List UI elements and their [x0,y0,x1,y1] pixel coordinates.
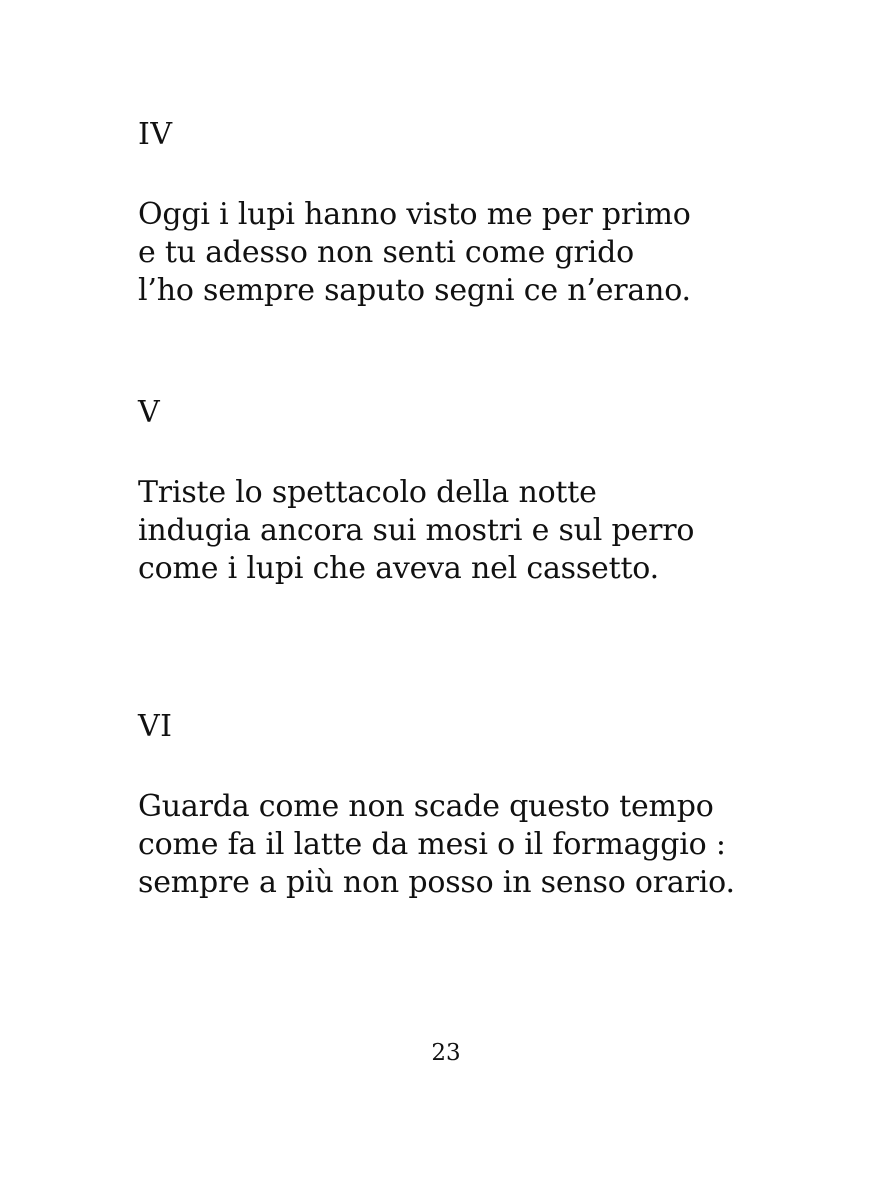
verse-line: come i lupi che aveva nel cassetto. [138,551,659,586]
verse-line: e tu adesso non senti come grido [138,235,634,270]
section-heading-v: V [138,395,161,430]
stanza-v [138,474,694,588]
verse-line: l’ho sempre saputo segni ce n’erano. [138,273,691,308]
stanza-vi [138,788,735,902]
section-heading-vi: VI [138,709,173,744]
stanza-iv [138,196,691,310]
verse-line: Guarda come non scade questo tempo [138,789,714,824]
verse-line: Oggi i lupi hanno visto me per primo [138,197,691,232]
verse-line: come fa il latte da mesi o il formaggio : [138,827,726,862]
verse-line: Triste lo spettacolo della notte [138,475,597,510]
page-number: 23 [431,1040,461,1066]
verse-line: indugia ancora sui mostri e sul perro [138,513,695,548]
section-heading-iv: IV [138,117,173,152]
verse-line: sempre a più non posso in senso orario. [138,865,735,900]
